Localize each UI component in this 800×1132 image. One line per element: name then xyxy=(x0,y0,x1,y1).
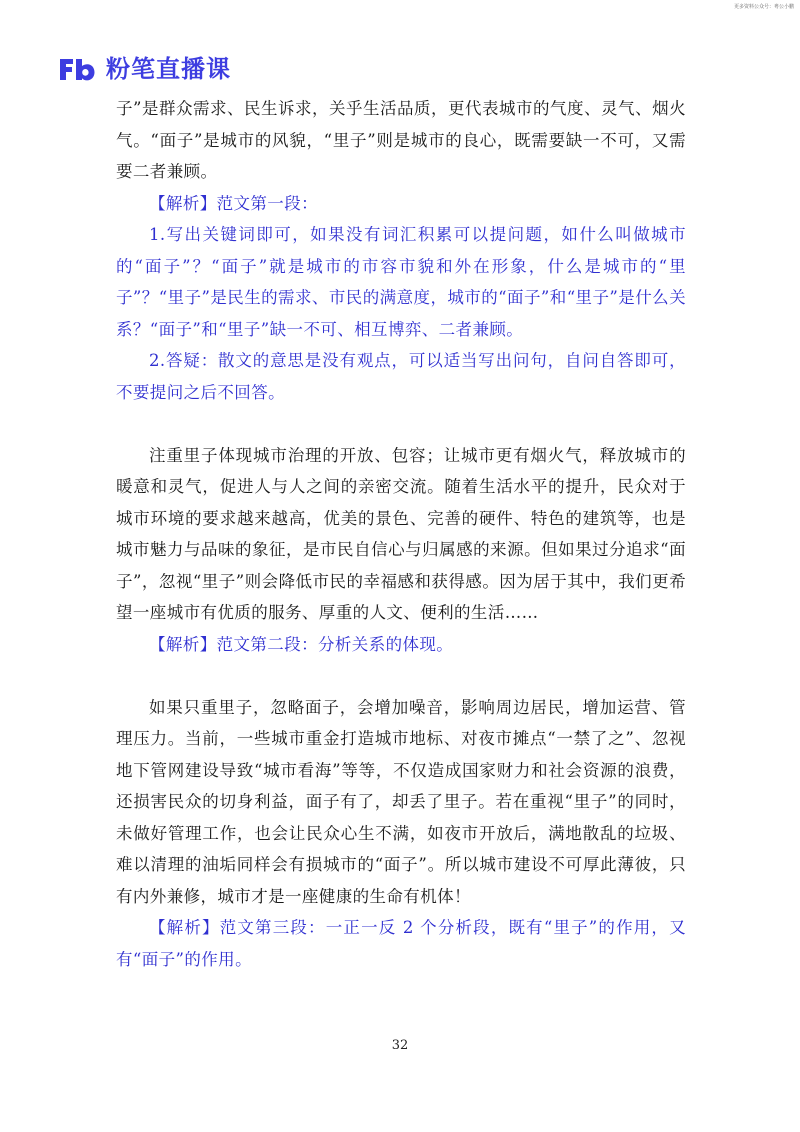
brand-header xyxy=(58,52,231,86)
paragraph-third: 如果只重里子，忽略面子，会增加噪音，影响周边居民，增加运营、管理压力。当前，一些城市重金打造城市地标、对夜市摊点“一禁了之”、忽视地下管网建设导致“城市看海”等等，不仅造成国家财力和社会资源的浪费，还损害民众的切身利益，面子有了，却丢了里子。若在重视“里子”的同时，未做好管理工作，也会让民众心生不满，如夜市开放后，满地散乱的垃圾、难以清理的油垢同样会有损城市的“面子”。所以城市建设不可厚此薄彼，只有内外兼修，城市才是一座健康的生命有机体！ xyxy=(116,697,686,906)
paragraph-spacer xyxy=(116,660,686,692)
fb-logo-icon xyxy=(58,56,96,82)
analysis-point-2: 2.答疑：散文的意思是没有观点，可以适当写出问句，自问自答即可，不要提问之后不回答。 xyxy=(116,351,686,402)
paragraph-intro-end: 子”是群众需求、民生诉求，关乎生活品质，更代表城市的气度、灵气、烟火气。“面子”是城市的风貌，“里子”则是城市的良心，既需要缺一不可，又需要二者兼顾。 xyxy=(116,99,686,181)
analysis-point-1: 1.写出关键词即可，如果没有词汇积累可以提问题，如什么叫做城市的“面子”？“面子”就是城市的市容市貌和外在形象，什么是城市的“里子”？“里子”是民生的需求、市民的满意度，城市的“面子”和“里子”是什么关系？“面子”和“里子”缺一不可、相互博弈、二者兼顾。 xyxy=(116,225,686,339)
brand-name: 粉笔直播课 xyxy=(106,55,231,83)
analysis-heading-2: 【解析】范文第二段：分析关系的体现。 xyxy=(149,634,454,654)
document-body xyxy=(116,93,686,975)
paragraph-spacer xyxy=(116,408,686,440)
top-note: 更多资料公众号：粤公小鹏 xyxy=(733,4,794,10)
paragraph-second: 注重里子体现城市治理的开放、包容；让城市更有烟火气，释放城市的暖意和灵气，促进人与人之间的亲密交流。随着生活水平的提升，民众对于城市环境的要求越来越高，优美的景色、完善的硬件、特色的建筑等，也是城市魅力与品味的象征，是市民自信心与归属感的来源。但如果过分追求“面子”，忽视“里子”则会降低市民的幸福感和获得感。因为居于其中，我们更希望一座城市有优质的服务、厚重的人文、便利的生活…… xyxy=(116,445,686,622)
analysis-heading-3: 【解析】范文第三段：一正一反 2 个分析段，既有“里子”的作用，又有“面子”的作用。 xyxy=(116,918,686,969)
page-number: 32 xyxy=(391,1038,409,1053)
analysis-heading-1: 【解析】范文第一段： xyxy=(149,193,318,213)
